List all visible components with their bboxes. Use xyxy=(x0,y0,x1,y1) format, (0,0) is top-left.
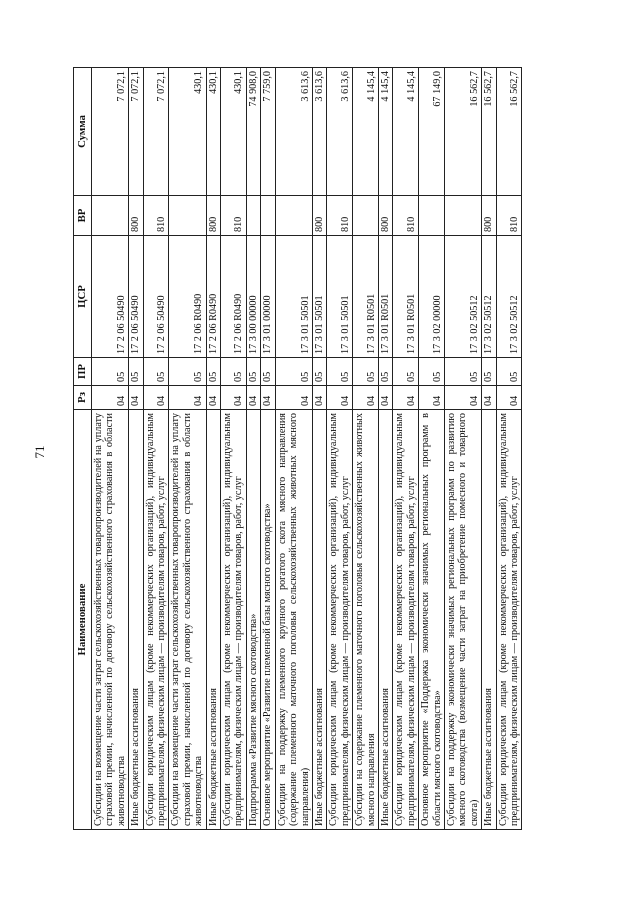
cell-rz: 04 xyxy=(129,386,143,410)
cell-pr: 05 xyxy=(312,358,326,386)
cell-vr: 810 xyxy=(143,196,169,236)
cell-csr: 17 3 02 50512 xyxy=(496,236,522,358)
cell-sum: 74 908,0 xyxy=(246,68,260,196)
cell-rz: 04 xyxy=(261,386,275,410)
cell-rz: 04 xyxy=(419,386,445,410)
cell-vr xyxy=(169,196,206,236)
cell-name: Основное мероприятие «Поддержка экономически значимых региональных программ в области мясного скотоводства» xyxy=(419,410,445,830)
cell-name: Субсидии юридическим лицам (кроме некоммерческих организаций), индивидуальным предпринимателям, физическим лицам — производителям товаров, работ, услуг xyxy=(393,410,419,830)
table-row xyxy=(378,68,392,830)
cell-pr: 05 xyxy=(419,358,445,386)
cell-name: Основное мероприятие «Развитие племенной базы мясного скотоводства» xyxy=(261,410,275,830)
cell-sum: 3 613,6 xyxy=(312,68,326,196)
cell-sum: 7 072,1 xyxy=(143,68,169,196)
cell-name: Субсидии на возмещение части затрат сельскохозяйственных товаропроизводителей на уплату страховой премии, начисленной по договору сельскохозяйственного страхования в области животноводства xyxy=(169,410,206,830)
cell-vr: 800 xyxy=(206,196,220,236)
table-row xyxy=(419,68,445,830)
cell-name: Иные бюджетные ассигнования xyxy=(312,410,326,830)
cell-name: Субсидии юридическим лицам (кроме некоммерческих организаций), индивидуальным предпринимателям, физическим лицам — производителям товаров, работ, услуг xyxy=(221,410,247,830)
cell-rz: 04 xyxy=(275,386,312,410)
cell-rz: 04 xyxy=(246,386,260,410)
cell-pr: 05 xyxy=(246,358,260,386)
cell-rz: 04 xyxy=(496,386,522,410)
cell-pr: 05 xyxy=(327,358,353,386)
cell-name: Субсидии на содержание племенного маточного поголовья сельскохозяйственных животных мясного направления xyxy=(353,410,379,830)
cell-sum: 4 145,4 xyxy=(353,68,379,196)
cell-csr: 17 3 01 R0501 xyxy=(393,236,419,358)
cell-pr: 05 xyxy=(444,358,481,386)
cell-name: Субсидии юридическим лицам (кроме некоммерческих организаций), индивидуальным предпринимателям, физическим лицам — производителям товаров, работ, услуг xyxy=(496,410,522,830)
cell-rz: 04 xyxy=(393,386,419,410)
cell-sum: 430,1 xyxy=(206,68,220,196)
cell-csr: 17 3 01 00000 xyxy=(261,236,275,358)
cell-name: Субсидии на поддержку экономически значимых региональных программ по развитию мясного скотоводства (возмещение части затрат на приобретение помесного и товарного скота) xyxy=(444,410,481,830)
cell-rz: 04 xyxy=(444,386,481,410)
cell-rz: 04 xyxy=(378,386,392,410)
cell-csr: 17 3 01 50501 xyxy=(275,236,312,358)
cell-pr: 05 xyxy=(353,358,379,386)
table-row xyxy=(261,68,275,830)
table-body xyxy=(92,68,522,830)
cell-csr: 17 3 01 50501 xyxy=(312,236,326,358)
table-row xyxy=(353,68,379,830)
cell-vr xyxy=(92,196,129,236)
cell-rz: 04 xyxy=(206,386,220,410)
cell-vr: 800 xyxy=(378,196,392,236)
cell-pr: 05 xyxy=(378,358,392,386)
cell-pr: 05 xyxy=(482,358,496,386)
table-row xyxy=(275,68,312,830)
cell-name: Иные бюджетные ассигнования xyxy=(378,410,392,830)
cell-pr: 05 xyxy=(393,358,419,386)
budget-table-container xyxy=(73,68,583,830)
cell-rz: 04 xyxy=(312,386,326,410)
cell-vr: 810 xyxy=(496,196,522,236)
cell-rz: 04 xyxy=(327,386,353,410)
cell-sum: 4 145,4 xyxy=(378,68,392,196)
cell-csr: 17 3 01 R0501 xyxy=(378,236,392,358)
cell-pr: 05 xyxy=(275,358,312,386)
cell-vr xyxy=(419,196,445,236)
cell-name: Субсидии юридическим лицам (кроме некоммерческих организаций), индивидуальным предпринимателям, физическим лицам — производителям товаров, работ, услуг xyxy=(143,410,169,830)
cell-vr: 800 xyxy=(312,196,326,236)
cell-name: Иные бюджетные ассигнования xyxy=(129,410,143,830)
cell-name: Подпрограмма «Развитие мясного скотоводства» xyxy=(246,410,260,830)
table-row xyxy=(221,68,247,830)
cell-name: Субсидии на возмещение части затрат сельскохозяйственных товаропроизводителей на уплату страховой премии, начисленной по договору сельскохозяйственного страхования в области животноводства xyxy=(92,410,129,830)
cell-name: Иные бюджетные ассигнования xyxy=(482,410,496,830)
cell-sum: 16 562,7 xyxy=(482,68,496,196)
cell-csr: 17 2 06 R0490 xyxy=(221,236,247,358)
cell-sum: 430,1 xyxy=(221,68,247,196)
cell-pr: 05 xyxy=(261,358,275,386)
header-sum: Сумма xyxy=(74,68,92,196)
cell-vr: 800 xyxy=(129,196,143,236)
cell-sum: 3 613,6 xyxy=(275,68,312,196)
cell-sum: 430,1 xyxy=(169,68,206,196)
cell-name: Субсидии на поддержку племенного крупного рогатого скота мясного направления (содержание племенного маточного поголовья сельскохозяйственных животных мясного направления) xyxy=(275,410,312,830)
cell-name: Субсидии юридическим лицам (кроме некоммерческих организаций), индивидуальным предпринимателям, физическим лицам — производителям товаров, работ, услуг xyxy=(327,410,353,830)
cell-pr: 05 xyxy=(143,358,169,386)
cell-rz: 04 xyxy=(221,386,247,410)
cell-csr: 17 3 02 50512 xyxy=(482,236,496,358)
cell-pr: 05 xyxy=(496,358,522,386)
cell-vr: 810 xyxy=(221,196,247,236)
cell-rz: 04 xyxy=(169,386,206,410)
cell-csr: 17 2 06 50490 xyxy=(92,236,129,358)
header-csr: ЦСР xyxy=(74,236,92,358)
cell-sum: 4 145,4 xyxy=(393,68,419,196)
cell-csr: 17 2 06 R0490 xyxy=(169,236,206,358)
header-pr: ПР xyxy=(74,358,92,386)
table-row xyxy=(129,68,143,830)
cell-pr: 05 xyxy=(221,358,247,386)
cell-vr xyxy=(261,196,275,236)
cell-rz: 04 xyxy=(143,386,169,410)
cell-vr: 810 xyxy=(327,196,353,236)
cell-rz: 04 xyxy=(92,386,129,410)
cell-vr: 800 xyxy=(482,196,496,236)
table-row xyxy=(169,68,206,830)
cell-name: Иные бюджетные ассигнования xyxy=(206,410,220,830)
cell-csr: 17 3 00 00000 xyxy=(246,236,260,358)
table-row xyxy=(496,68,522,830)
cell-pr: 05 xyxy=(92,358,129,386)
cell-vr xyxy=(275,196,312,236)
cell-csr: 17 2 06 50490 xyxy=(143,236,169,358)
table-row xyxy=(393,68,419,830)
header-name: Наименование xyxy=(74,410,92,830)
cell-sum: 7 072,1 xyxy=(129,68,143,196)
cell-pr: 05 xyxy=(169,358,206,386)
cell-csr: 17 3 01 50501 xyxy=(327,236,353,358)
cell-vr xyxy=(353,196,379,236)
cell-sum: 3 613,6 xyxy=(327,68,353,196)
table-row xyxy=(246,68,260,830)
header-vr: ВР xyxy=(74,196,92,236)
budget-table xyxy=(73,67,522,830)
cell-csr: 17 2 06 50490 xyxy=(129,236,143,358)
cell-vr xyxy=(246,196,260,236)
cell-sum: 67 149,0 xyxy=(419,68,445,196)
cell-sum: 16 562,7 xyxy=(496,68,522,196)
cell-csr: 17 3 02 00000 xyxy=(419,236,445,358)
table-row xyxy=(444,68,481,830)
cell-vr xyxy=(444,196,481,236)
cell-rz: 04 xyxy=(482,386,496,410)
cell-sum: 7 072,1 xyxy=(92,68,129,196)
cell-csr: 17 2 06 R0490 xyxy=(206,236,220,358)
cell-sum: 7 759,0 xyxy=(261,68,275,196)
table-row xyxy=(312,68,326,830)
table-header-row xyxy=(74,68,92,830)
table-row xyxy=(92,68,129,830)
cell-sum: 16 562,7 xyxy=(444,68,481,196)
cell-pr: 05 xyxy=(206,358,220,386)
cell-csr: 17 3 02 50512 xyxy=(444,236,481,358)
cell-pr: 05 xyxy=(129,358,143,386)
header-rz: Рз xyxy=(74,386,92,410)
table-row xyxy=(143,68,169,830)
cell-rz: 04 xyxy=(353,386,379,410)
cell-vr: 810 xyxy=(393,196,419,236)
table-row xyxy=(327,68,353,830)
table-row xyxy=(206,68,220,830)
cell-csr: 17 3 01 R0501 xyxy=(353,236,379,358)
table-row xyxy=(482,68,496,830)
page-number: 71 xyxy=(32,445,47,459)
